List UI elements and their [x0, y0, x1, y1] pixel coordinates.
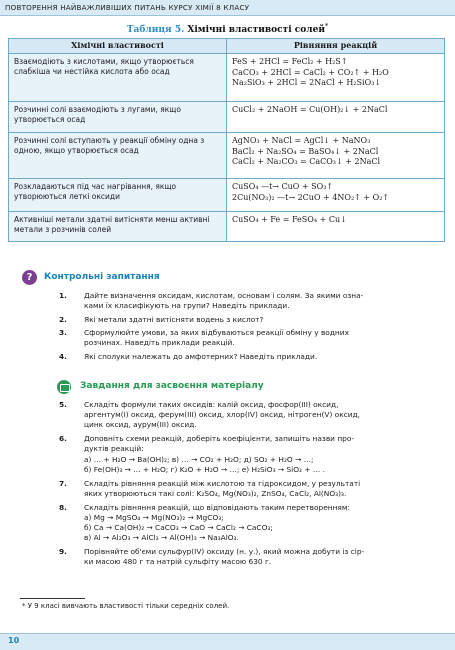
question-icon: ?	[22, 270, 37, 285]
item-line: в) Al → Al₂O₃ → AlCl₃ → Al(OH)₃ → Na₃AlO₃.	[84, 533, 239, 543]
item-line: цинк оксид, аурум(ІІІ) оксид.	[84, 420, 197, 430]
item-line: б) Fe(OH)₃ → … + H₂O; г) K₂O + H₂O → …; е) H₂SiO₃ → SiO₂ + … .	[84, 464, 325, 474]
equation-cell	[227, 133, 445, 179]
page-footer-bar	[0, 633, 455, 650]
item-line: Дайте визначення оксидам, кислотам, основам і солям. За якими озна-	[84, 291, 364, 300]
control-questions-heading: Контрольні запитання	[44, 272, 160, 282]
item-line: дуктів реакцій:	[84, 444, 144, 454]
item-line: Складіть рівняння реакцій між кислотою та гідроксидом, у результаті	[84, 478, 361, 488]
table-row	[9, 102, 445, 133]
table-title-footnote-mark: *	[325, 23, 329, 30]
item-text	[84, 547, 444, 567]
item-line: Доповніть схеми реакцій, доберіть коефіцієнти, запишіть назви про-	[84, 434, 355, 444]
item-line: Які сполуки належать до амфотерних? Наведіть приклади.	[84, 352, 318, 361]
equation: 2Cu(NO₃)₂ —t→ 2CuO + 4NO₂↑ + O₂↑	[232, 192, 390, 202]
equation-cell	[227, 102, 445, 133]
table-title-main: Хімічні властивості солей	[187, 25, 325, 35]
property-cell: Взаємодіють з кислотами, якщо утворюється слабкіша чи нестійка кислота або осад	[9, 54, 227, 102]
item-line: а) Mg → MgSO₄ → Mg(NO₃)₂ → MgCO₃;	[84, 512, 224, 522]
item-line: Складіть формули таких оксидів: калій оксид, фосфор(III) оксид,	[84, 400, 339, 409]
table-row	[9, 179, 445, 212]
equation: CuSO₄ —t→ CuO + SO₃↑	[232, 182, 334, 191]
item-number: 1.	[59, 291, 67, 300]
property-cell: Розчинні солі взаємодіють з лугами, якщо утворюється осад	[9, 102, 227, 133]
equation-cell	[227, 54, 445, 102]
item-text	[84, 503, 444, 544]
item-text	[84, 328, 444, 348]
item-line: Складіть рівняння реакцій, що відповідають таким перетворенням:	[84, 502, 350, 512]
item-text	[84, 315, 444, 325]
equation-cell	[227, 179, 445, 212]
table-header-row	[9, 39, 445, 54]
table-row	[9, 212, 445, 242]
item-number: 2.	[59, 314, 67, 324]
equation: BaCl₂ + Na₂SO₄ = BaSO₄↓ + 2NaCl	[232, 146, 379, 156]
property-cell: Розчинні солі вступають у реакції обміну одна з одною, якщо утворюється осад	[9, 133, 227, 179]
equation: CaCO₃ + 2HCl = CaCl₂ + CO₂↑ + H₂O	[232, 67, 389, 77]
item-line: ками їх класифікують на групи? Наведіть приклади.	[84, 301, 290, 311]
item-number: 6.	[59, 434, 67, 444]
equation: AgNO₃ + NaCl = AgCl↓ + NaNO₃	[232, 136, 371, 145]
item-number: 5.	[59, 400, 67, 409]
item-line: Порівняйте об'єми сульфур(IV) оксиду (н. у.), який можна добути із сір-	[84, 547, 365, 557]
item-line: Сформулюйте умови, за яких відбуваються реакції обміну у водних	[84, 328, 349, 338]
item-text	[84, 400, 444, 431]
item-line: аргентум(І) оксид, ферум(ІІІ) оксид, хлор(IV) оксид, нітроген(V) оксид,	[84, 410, 360, 420]
running-header: ПОВТОРЕННЯ НАЙВАЖЛИВІШИХ ПИТАНЬ КУРСУ ХІМІЇ 8 КЛАСУ	[5, 3, 250, 12]
equation: CaCl₂ + Na₂CO₃ = CaCO₃↓ + 2NaCl	[232, 157, 381, 167]
item-line: б) Ca → Ca(OH)₂ → CaCO₃ → CaO → CaCl₂ → CaCO₃;	[84, 523, 273, 532]
item-line: а) … + H₂O → Ba(OH)₂; в) … → CO₂ + H₂O; д) SO₂ + H₂O → …;	[84, 454, 314, 464]
equation: CuSO₄ + Fe = FeSO₄ + Cu↓	[232, 215, 347, 224]
item-line: яких утворюються такі солі: K₂SO₄, Mg(NO₃)₂, ZnSO₄, CaCl₂, Al(NO₃)₃.	[84, 489, 347, 498]
salt-properties-table	[8, 38, 445, 242]
item-line: ки масою 480 г та натрій сульфіту масою 630 г.	[84, 557, 272, 567]
property-cell: Активніші метали здатні витісняти менш активні метали з розчинів солей	[9, 212, 227, 242]
item-text	[84, 291, 444, 311]
item-number: 8.	[59, 502, 67, 512]
col-header-equations: Рівняння реакцій	[227, 39, 445, 54]
footnote: * У 9 класі вивчають властивості тільки середніх солей.	[22, 602, 230, 610]
page-number: 10	[8, 636, 20, 645]
book-icon	[57, 380, 71, 394]
item-text	[84, 434, 444, 475]
table-title-label: Таблиця 5.	[126, 25, 185, 35]
item-number: 3.	[59, 328, 67, 338]
equation: CuCl₂ + 2NaOH = Cu(OH)₂↓ + 2NaCl	[232, 105, 388, 114]
item-text	[84, 479, 444, 499]
col-header-properties: Хімічні властивості	[9, 39, 227, 54]
tasks-heading: Завдання для засвоєння матеріалу	[80, 381, 264, 391]
footnote-rule	[20, 598, 85, 599]
item-number: 4.	[59, 352, 67, 361]
equation: Na₂SiO₃ + 2HCl = 2NaCl + H₂SiO₃↓	[232, 78, 382, 88]
equation-cell	[227, 212, 445, 242]
item-text	[84, 352, 444, 362]
item-line: Які метали здатні витісняти водень з кислот?	[84, 314, 264, 324]
table-title	[0, 23, 455, 35]
item-number: 7.	[59, 478, 67, 488]
item-line: розчинах. Наведіть приклади реакцій.	[84, 338, 235, 348]
equation: FeS + 2HCl = FeCl₂ + H₂S↑	[232, 57, 348, 66]
table-row	[9, 54, 445, 102]
table-row	[9, 133, 445, 179]
item-number: 9.	[59, 547, 67, 557]
property-cell: Розкладаються під час нагрівання, якщо утворюються леткі оксиди	[9, 179, 227, 212]
